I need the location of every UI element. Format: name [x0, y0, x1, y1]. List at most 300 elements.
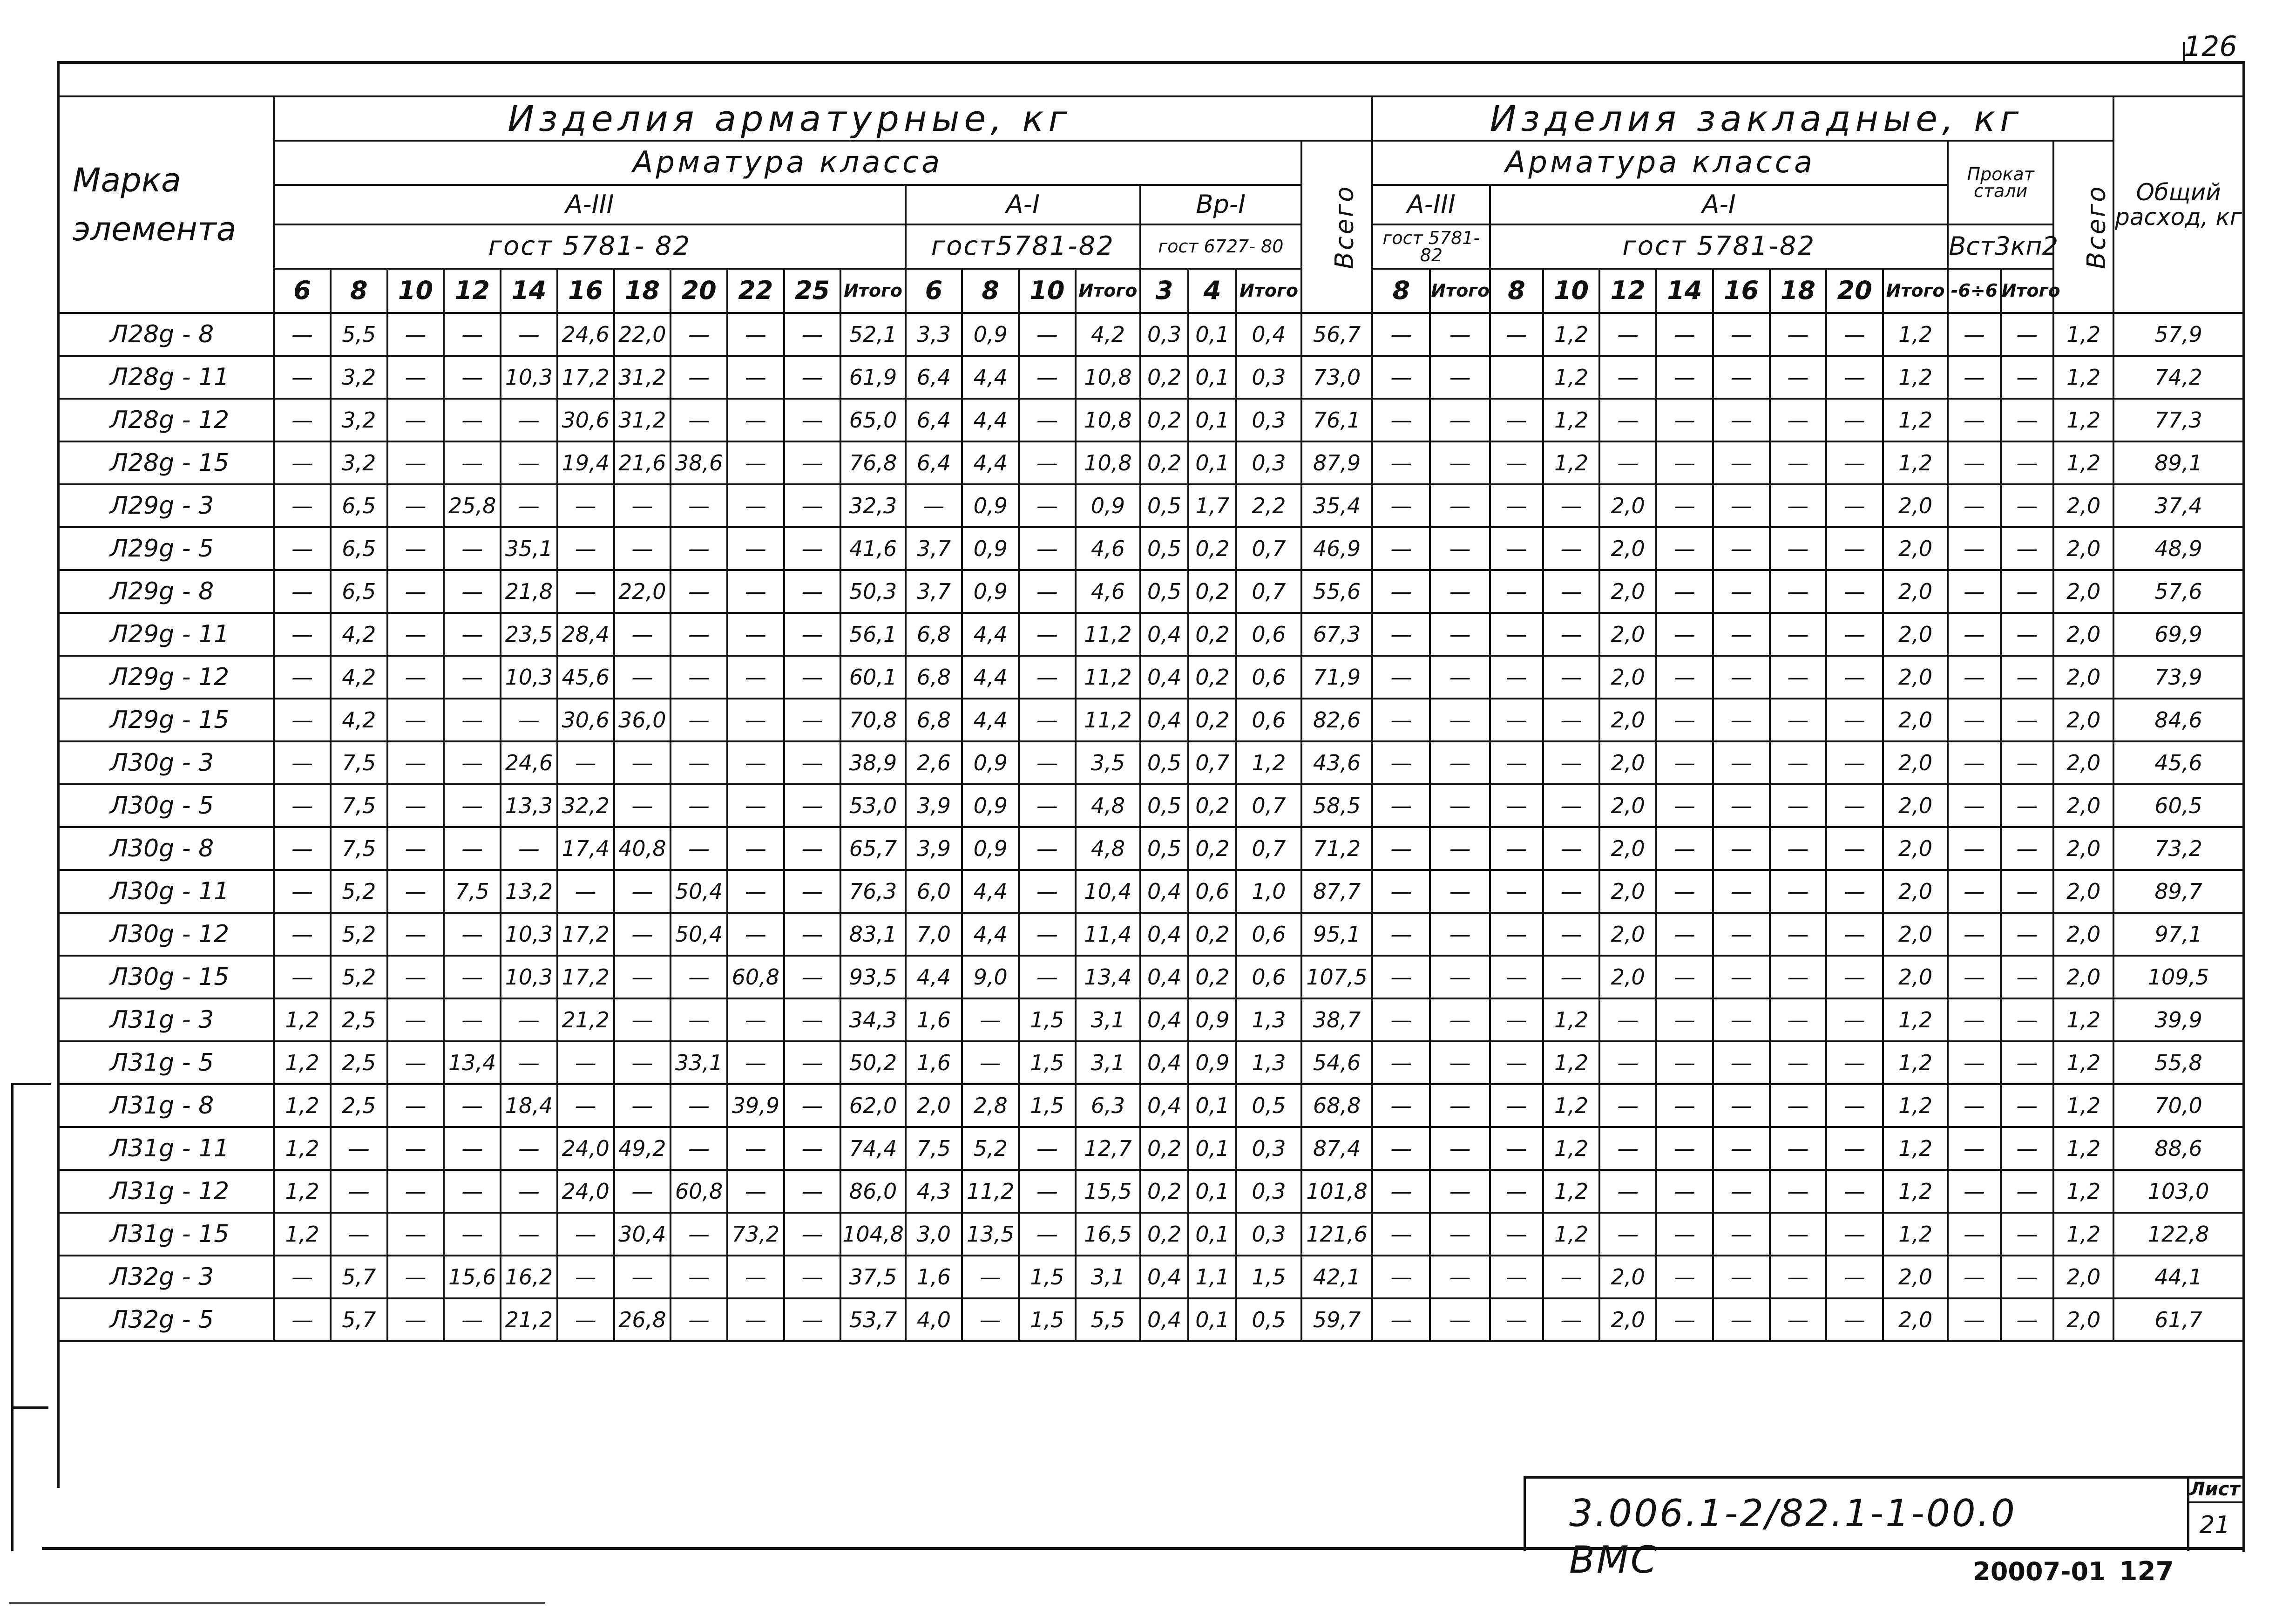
table-cell: 0,3 — [1236, 1170, 1301, 1213]
table-cell: 84,6 — [2113, 699, 2243, 741]
table-cell: 0,1 — [1188, 399, 1236, 441]
diam-a1-6: 6 — [906, 269, 962, 313]
table-cell: — — [1599, 1127, 1656, 1170]
table-cell: — — [1948, 441, 2000, 484]
table-cell: — — [671, 784, 727, 827]
table-cell: 0,4 — [1140, 1256, 1188, 1298]
table-cell: 7,5 — [331, 827, 387, 870]
table-cell: — — [784, 313, 841, 356]
table-cell: — — [1713, 441, 1770, 484]
table-cell: 41,6 — [840, 527, 905, 570]
element-mark: Л30g - 8 — [58, 827, 274, 870]
table-cell: 1,2 — [274, 1213, 331, 1256]
table-cell: 0,2 — [1188, 699, 1236, 741]
table-cell: — — [727, 1170, 784, 1213]
page-number-top: 126 — [2184, 30, 2237, 63]
table-cell: — — [727, 613, 784, 656]
table-cell: — — [671, 1298, 727, 1341]
header-class-a3: А-III — [274, 185, 905, 224]
table-cell: 6,4 — [906, 399, 962, 441]
table-cell: 2,0 — [2053, 741, 2113, 784]
table-cell: — — [784, 956, 841, 998]
table-cell: 60,8 — [671, 1170, 727, 1213]
table-cell: — — [2001, 870, 2053, 913]
table-cell: — — [387, 1127, 444, 1170]
table-cell: — — [557, 1298, 614, 1341]
table-cell: — — [274, 1256, 331, 1298]
table-cell: — — [727, 784, 784, 827]
table-cell: — — [784, 613, 841, 656]
table-cell: 1,2 — [2053, 356, 2113, 399]
sheet-label: Лист — [2187, 1477, 2242, 1503]
table-cell: 13,4 — [444, 1041, 501, 1084]
element-mark: Л28g - 12 — [58, 399, 274, 441]
table-cell: 0,2 — [1140, 441, 1188, 484]
table-cell: — — [1019, 570, 1076, 613]
table-cell: — — [727, 656, 784, 699]
table-cell: — — [1826, 399, 1883, 441]
table-cell: 0,4 — [1140, 870, 1188, 913]
table-cell: — — [2001, 1213, 2053, 1256]
table-row — [58, 441, 2243, 484]
table-cell: — — [1656, 613, 1713, 656]
table-cell: — — [784, 1298, 841, 1341]
table-cell: — — [274, 570, 331, 613]
table-cell: — — [1713, 1041, 1770, 1084]
table-cell: 43,6 — [1301, 741, 1373, 784]
table-cell: 0,2 — [1188, 613, 1236, 656]
table-row — [58, 1084, 2243, 1127]
table-cell: — — [1948, 913, 2000, 956]
table-cell: — — [1019, 1170, 1076, 1213]
table-cell: — — [1490, 441, 1543, 484]
table-cell: 0,9 — [1188, 1041, 1236, 1084]
table-row — [58, 870, 2243, 913]
table-cell: — — [557, 1256, 614, 1298]
table-cell: — — [1826, 956, 1883, 998]
table-cell: 122,8 — [2113, 1213, 2243, 1256]
table-cell: — — [1372, 656, 1430, 699]
header-emb-gost-a1: гост 5781-82 — [1490, 224, 1948, 269]
table-cell: 1,2 — [1883, 1041, 1948, 1084]
table-cell: 36,0 — [614, 699, 671, 741]
table-cell: 46,9 — [1301, 527, 1373, 570]
table-cell: — — [671, 356, 727, 399]
diam-a3-8: 8 — [331, 269, 387, 313]
steel-size: -6÷6 — [1948, 269, 2000, 313]
table-cell: — — [727, 570, 784, 613]
table-cell: — — [1019, 1127, 1076, 1170]
diam-a3-10: 10 — [387, 269, 444, 313]
table-cell: 6,5 — [331, 570, 387, 613]
table-cell: — — [671, 613, 727, 656]
total-rebar-label: Всего — [1329, 184, 1359, 269]
table-cell: 5,5 — [331, 313, 387, 356]
table-cell: — — [444, 699, 501, 741]
table-cell: — — [1948, 870, 2000, 913]
table-cell: — — [1490, 998, 1543, 1041]
table-cell: 5,7 — [331, 1256, 387, 1298]
scan-edge-line — [9, 1602, 545, 1604]
table-cell: — — [1713, 1084, 1770, 1127]
table-cell: — — [1948, 1170, 2000, 1213]
table-cell: 2,0 — [2053, 956, 2113, 998]
table-cell: 109,5 — [2113, 956, 2243, 998]
table-cell: — — [1770, 784, 1827, 827]
table-cell: — — [727, 441, 784, 484]
table-cell: 1,2 — [1236, 741, 1301, 784]
table-cell: — — [906, 484, 962, 527]
table-cell: 56,1 — [840, 613, 905, 656]
table-cell: 35,1 — [501, 527, 557, 570]
table-cell: 1,5 — [1019, 1298, 1076, 1341]
table-cell: — — [1490, 1213, 1543, 1256]
table-cell: 97,1 — [2113, 913, 2243, 956]
table-cell: 0,2 — [1140, 356, 1188, 399]
table-cell: — — [274, 356, 331, 399]
table-cell: — — [444, 784, 501, 827]
table-cell: 1,5 — [1019, 998, 1076, 1041]
table-cell: — — [727, 399, 784, 441]
table-cell: — — [2001, 441, 2053, 484]
table-cell: 2,0 — [1599, 1298, 1656, 1341]
table-cell: — — [1656, 1298, 1713, 1341]
table-cell: 13,4 — [1076, 956, 1140, 998]
table-cell: — — [1770, 1298, 1827, 1341]
table-cell: — — [1713, 356, 1770, 399]
binding-margin-divider — [11, 1406, 48, 1409]
itogo-emb-a3: Итого — [1430, 269, 1490, 313]
table-cell: — — [1948, 1213, 2000, 1256]
table-cell: — — [387, 313, 444, 356]
table-cell: 24,6 — [501, 741, 557, 784]
table-cell: 1,5 — [1019, 1256, 1076, 1298]
group-header-rebar-products: Изделия арматурные, кг — [274, 96, 1372, 141]
table-cell: 54,6 — [1301, 1041, 1373, 1084]
table-cell: — — [1948, 570, 2000, 613]
header-emb-class-a3: А-III — [1372, 185, 1490, 224]
table-cell: 0,6 — [1236, 656, 1301, 699]
table-cell: — — [1490, 699, 1543, 741]
table-cell: 1,1 — [1188, 1256, 1236, 1298]
table-cell: — — [1770, 956, 1827, 998]
table-cell: — — [1599, 356, 1656, 399]
element-mark: Л31g - 11 — [58, 1127, 274, 1170]
table-cell: 39,9 — [2113, 998, 2243, 1041]
element-mark: Л28g - 8 — [58, 313, 274, 356]
table-cell: — — [1430, 998, 1490, 1041]
table-cell: — — [2001, 1084, 2053, 1127]
table-cell: 2,0 — [2053, 527, 2113, 570]
table-cell: 0,5 — [1140, 570, 1188, 613]
table-cell: — — [1770, 441, 1827, 484]
table-cell: 3,1 — [1076, 998, 1140, 1041]
header-gost-bp1: гост 6727- 80 — [1140, 224, 1301, 269]
table-cell: — — [1713, 827, 1770, 870]
diam-a3-6: 6 — [274, 269, 331, 313]
table-cell: — — [1372, 1127, 1430, 1170]
table-cell: — — [727, 741, 784, 784]
table-cell: — — [1599, 1041, 1656, 1084]
table-cell: — — [1372, 699, 1430, 741]
table-cell: — — [1713, 870, 1770, 913]
table-cell: 2,0 — [2053, 870, 2113, 913]
table-cell: 16,5 — [1076, 1213, 1140, 1256]
itogo-emb-a1: Итого — [1883, 269, 1948, 313]
table-cell: 13,5 — [962, 1213, 1019, 1256]
table-cell: — — [557, 527, 614, 570]
table-cell: — — [1826, 741, 1883, 784]
table-cell: — — [1713, 913, 1770, 956]
table-cell: — — [784, 741, 841, 784]
table-cell — [1490, 356, 1543, 399]
element-mark: Л30g - 11 — [58, 870, 274, 913]
table-cell: 1,2 — [2053, 1084, 2113, 1127]
table-cell: 57,6 — [2113, 570, 2243, 613]
table-cell: — — [784, 399, 841, 441]
table-cell: — — [1656, 870, 1713, 913]
table-cell: 0,5 — [1140, 527, 1188, 570]
table-cell: 50,2 — [840, 1041, 905, 1084]
table-cell: — — [1826, 1256, 1883, 1298]
column-header-total-embedded — [2053, 141, 2113, 313]
table-row — [58, 570, 2243, 613]
table-cell: — — [671, 1256, 727, 1298]
table-cell: — — [727, 1041, 784, 1084]
table-cell: 21,8 — [501, 570, 557, 613]
table-cell: — — [1656, 399, 1713, 441]
table-cell: — — [1948, 827, 2000, 870]
table-cell: — — [501, 441, 557, 484]
table-cell: — — [727, 356, 784, 399]
table-cell: 2,0 — [1883, 613, 1948, 656]
table-row — [58, 741, 2243, 784]
table-cell: — — [1430, 1256, 1490, 1298]
table-cell: — — [274, 784, 331, 827]
table-cell: 10,3 — [501, 913, 557, 956]
table-cell: — — [274, 699, 331, 741]
table-cell: 4,3 — [906, 1170, 962, 1213]
table-cell: 68,8 — [1301, 1084, 1373, 1127]
table-cell: 1,2 — [2053, 1041, 2113, 1084]
element-mark: Л29g - 15 — [58, 699, 274, 741]
table-cell: 4,2 — [331, 699, 387, 741]
diam-bp1-3: 3 — [1140, 269, 1188, 313]
table-cell: — — [671, 1127, 727, 1170]
table-cell: — — [274, 956, 331, 998]
table-cell: 0,4 — [1140, 956, 1188, 998]
element-mark: Л31g - 3 — [58, 998, 274, 1041]
table-cell: — — [1656, 1084, 1713, 1127]
table-cell: 40,8 — [614, 827, 671, 870]
table-cell: — — [1430, 827, 1490, 870]
table-cell: 0,2 — [1140, 399, 1188, 441]
table-cell: — — [444, 613, 501, 656]
table-cell: — — [1490, 1170, 1543, 1213]
table-row — [58, 699, 2243, 741]
table-cell: — — [727, 1256, 784, 1298]
table-cell: — — [1372, 613, 1430, 656]
table-cell: 0,2 — [1140, 1127, 1188, 1170]
table-cell: 52,1 — [840, 313, 905, 356]
table-cell: — — [1430, 1298, 1490, 1341]
table-cell: — — [1656, 956, 1713, 998]
table-cell: — — [1430, 527, 1490, 570]
table-cell: — — [1770, 699, 1827, 741]
table-cell: 3,2 — [331, 399, 387, 441]
table-cell: — — [784, 998, 841, 1041]
table-cell: — — [1770, 827, 1827, 870]
table-cell: — — [1490, 1256, 1543, 1298]
table-cell: 1,6 — [906, 1041, 962, 1084]
table-cell: 4,4 — [962, 656, 1019, 699]
table-cell: — — [557, 1041, 614, 1084]
table-cell: — — [727, 1298, 784, 1341]
table-cell: — — [614, 956, 671, 998]
table-cell: — — [784, 570, 841, 613]
table-cell: — — [1656, 1170, 1713, 1213]
table-cell: 0,5 — [1140, 784, 1188, 827]
element-mark: Л29g - 8 — [58, 570, 274, 613]
table-cell: 1,5 — [1019, 1084, 1076, 1127]
table-cell: 73,0 — [1301, 356, 1373, 399]
table-cell: — — [614, 913, 671, 956]
table-cell: — — [501, 1213, 557, 1256]
table-cell: — — [1430, 1084, 1490, 1127]
table-cell: — — [1948, 313, 2000, 356]
table-cell: 65,0 — [840, 399, 905, 441]
table-cell: 21,2 — [557, 998, 614, 1041]
table-cell: 5,2 — [331, 913, 387, 956]
table-cell: — — [1372, 870, 1430, 913]
table-cell: — — [1019, 613, 1076, 656]
table-cell: — — [444, 1213, 501, 1256]
table-cell: 4,4 — [962, 699, 1019, 741]
table-cell: — — [274, 613, 331, 656]
table-cell: — — [1770, 998, 1827, 1041]
table-cell: 61,7 — [2113, 1298, 2243, 1341]
table-cell: — — [1656, 1213, 1713, 1256]
table-cell: — — [1490, 827, 1543, 870]
table-cell: 13,2 — [501, 870, 557, 913]
table-cell: — — [1948, 784, 2000, 827]
total-embedded-label: Всего — [2081, 184, 2111, 269]
table-cell: 2,0 — [2053, 484, 2113, 527]
table-cell: — — [331, 1127, 387, 1170]
table-cell: — — [274, 484, 331, 527]
table-cell: 2,0 — [1883, 1256, 1948, 1298]
table-cell: — — [784, 699, 841, 741]
table-cell: — — [1430, 399, 1490, 441]
table-cell: — — [1430, 741, 1490, 784]
table-cell: — — [1770, 656, 1827, 699]
table-cell: 0,2 — [1140, 1213, 1188, 1256]
table-cell: 0,7 — [1236, 827, 1301, 870]
table-cell: — — [784, 356, 841, 399]
table-cell: — — [1713, 1170, 1770, 1213]
table-cell: — — [1713, 1213, 1770, 1256]
itogo-a3: Итого — [840, 269, 905, 313]
table-cell: — — [2001, 527, 2053, 570]
table-cell: 0,5 — [1236, 1298, 1301, 1341]
table-cell: 1,2 — [1543, 1127, 1600, 1170]
diam-a3-18: 18 — [614, 269, 671, 313]
table-cell: — — [387, 956, 444, 998]
table-cell: — — [1826, 570, 1883, 613]
table-cell: 121,6 — [1301, 1213, 1373, 1256]
table-cell: 4,0 — [906, 1298, 962, 1341]
table-cell: — — [1372, 998, 1430, 1041]
table-cell: — — [2001, 356, 2053, 399]
table-cell: 4,4 — [962, 913, 1019, 956]
table-cell: 4,4 — [962, 870, 1019, 913]
table-cell: 5,2 — [331, 956, 387, 998]
table-cell: 15,6 — [444, 1256, 501, 1298]
table-cell: 83,1 — [840, 913, 905, 956]
table-cell: — — [387, 527, 444, 570]
table-cell: — — [727, 827, 784, 870]
table-cell: 3,9 — [906, 784, 962, 827]
table-cell: 2,0 — [1599, 527, 1656, 570]
table-row — [58, 1041, 2243, 1084]
table-cell: 1,2 — [1543, 1084, 1600, 1127]
table-cell: — — [614, 870, 671, 913]
table-cell: — — [1713, 1256, 1770, 1298]
table-cell: 0,1 — [1188, 441, 1236, 484]
table-cell: 1,2 — [274, 1127, 331, 1170]
table-cell: — — [387, 784, 444, 827]
table-cell: 1,2 — [1543, 1041, 1600, 1084]
element-mark: Л32g - 3 — [58, 1256, 274, 1298]
table-cell: — — [1372, 441, 1430, 484]
table-cell: — — [557, 870, 614, 913]
table-cell: — — [1713, 399, 1770, 441]
table-cell: 31,2 — [614, 356, 671, 399]
table-cell: 1,5 — [1236, 1256, 1301, 1298]
table-cell: — — [1019, 356, 1076, 399]
table-cell: — — [727, 699, 784, 741]
table-cell: 73,9 — [2113, 656, 2243, 699]
table-cell: 3,7 — [906, 570, 962, 613]
table-cell: — — [1430, 913, 1490, 956]
table-cell: 0,4 — [1236, 313, 1301, 356]
table-cell: — — [614, 1041, 671, 1084]
table-cell: — — [1543, 1256, 1600, 1298]
table-cell: 3,2 — [331, 441, 387, 484]
table-cell: 1,6 — [906, 998, 962, 1041]
table-cell: — — [2001, 998, 2053, 1041]
table-cell: 1,2 — [1883, 313, 1948, 356]
element-mark: Л32g - 5 — [58, 1298, 274, 1341]
table-cell: — — [671, 741, 727, 784]
itogo-a1: Итого — [1076, 269, 1140, 313]
table-cell: 0,2 — [1188, 527, 1236, 570]
table-cell: — — [1372, 784, 1430, 827]
table-cell: 89,7 — [2113, 870, 2243, 913]
table-cell: — — [671, 570, 727, 613]
table-row — [58, 827, 2243, 870]
table-cell: 3,3 — [906, 313, 962, 356]
table-cell: — — [274, 1298, 331, 1341]
table-cell: — — [1490, 784, 1543, 827]
diam-a3-12: 12 — [444, 269, 501, 313]
table-cell: 22,0 — [614, 570, 671, 613]
table-cell: — — [1430, 956, 1490, 998]
table-cell: 1,2 — [1543, 998, 1600, 1041]
table-cell: — — [2001, 613, 2053, 656]
header-rolled-steel: Прокат стали — [1948, 141, 2053, 224]
table-cell: — — [1543, 913, 1600, 956]
